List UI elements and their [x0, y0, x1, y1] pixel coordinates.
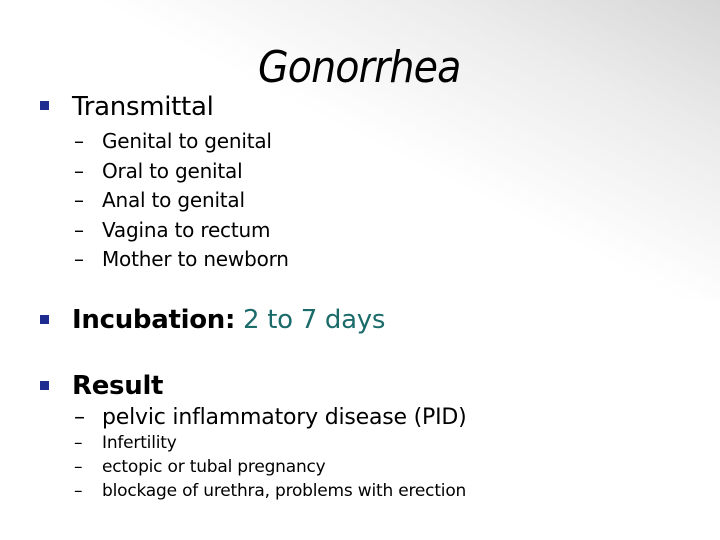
- result-item: ectopic or tubal pregnancy: [102, 457, 326, 477]
- dash-icon: –: [74, 129, 84, 153]
- result-item: Infertility: [102, 433, 177, 453]
- dash-icon: –: [74, 433, 83, 453]
- result-main-item: pelvic inflammatory disease (PID): [102, 405, 467, 430]
- transmittal-item: Mother to newborn: [102, 247, 289, 271]
- incubation-value: 2 to 7 days: [235, 305, 386, 335]
- dash-icon: –: [74, 188, 84, 212]
- transmittal-item: Genital to genital: [102, 129, 272, 153]
- bullet-square-icon: [40, 381, 49, 390]
- dash-icon: –: [74, 405, 85, 430]
- transmittal-item: Oral to genital: [102, 159, 243, 183]
- result-heading: Result: [72, 371, 164, 401]
- bullet-square-icon: [40, 101, 49, 110]
- incubation-line: [72, 305, 385, 335]
- slide-title: Gonorrhea: [258, 42, 461, 93]
- dash-icon: –: [74, 481, 83, 501]
- dash-icon: –: [74, 247, 84, 271]
- transmittal-item: Vagina to rectum: [102, 218, 271, 242]
- incubation-label: Incubation:: [72, 305, 236, 335]
- dash-icon: –: [74, 218, 84, 242]
- dash-icon: –: [74, 457, 83, 477]
- result-item: blockage of urethra, problems with erection: [102, 481, 467, 501]
- bullet-square-icon: [40, 315, 49, 324]
- dash-icon: –: [74, 159, 84, 183]
- transmittal-item: Anal to genital: [102, 188, 245, 212]
- transmittal-heading: Transmittal: [72, 92, 214, 122]
